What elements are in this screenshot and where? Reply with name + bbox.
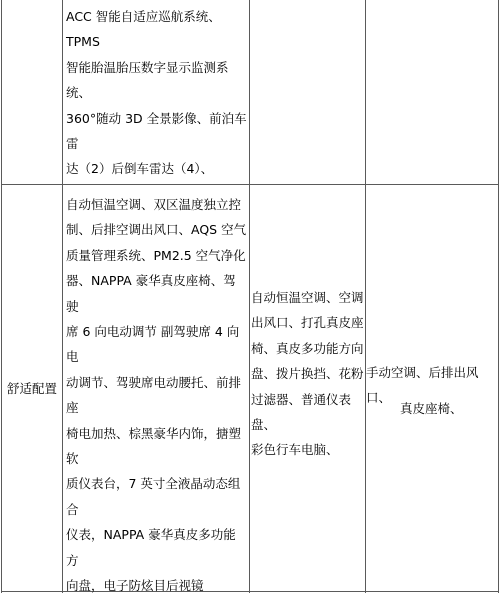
column-divider-1 (62, 0, 63, 593)
row-label-comfort: 舒适配置 (7, 381, 58, 396)
column-divider-2 (249, 0, 250, 593)
comfort-features-mid-trim-text: 自动恒温空调、空调 出风口、打孔真皮座 椅、真皮多功能方向 盘、拨片换挡、花粉 过滤器、普通仪表盘、 彩色行车电脑、 (251, 290, 364, 458)
comfort-features-base-trim-line1: 手动空调、后排出风口、 (366, 365, 479, 406)
comfort-features-base-trim-line2: 真皮座椅、 (400, 401, 463, 416)
comfort-features-top-trim-text: 自动恒温空调、双区温度独立控 制、后排空调出风口、AQS 空气 质量管理系统、PM2.5 空气净化 器、NAPPA 豪华真皮座椅、驾驶 席 6 向电动调节 副驾驶席 4 向电 动调节、驾驶席电动腰托、前排座 椅电加热、棕黑豪华内饰，搪塑软 质仪表台，7 英寸全液晶动态组合 仪表，NAPPA 豪华真皮多功能方 向盘，电子防炫目后视镜 (66, 197, 247, 594)
table-right-border (498, 0, 499, 593)
row-divider (1, 184, 499, 185)
column-divider-3 (365, 0, 366, 593)
table-left-border (1, 0, 2, 593)
safety-features-text: ACC 智能自适应巡航系统、TPMS 智能胎温胎压数字显示监测系统、 360°随动 3D 全景影像、前泊车雷 达（2）后倒车雷达（4）、 (66, 9, 247, 177)
